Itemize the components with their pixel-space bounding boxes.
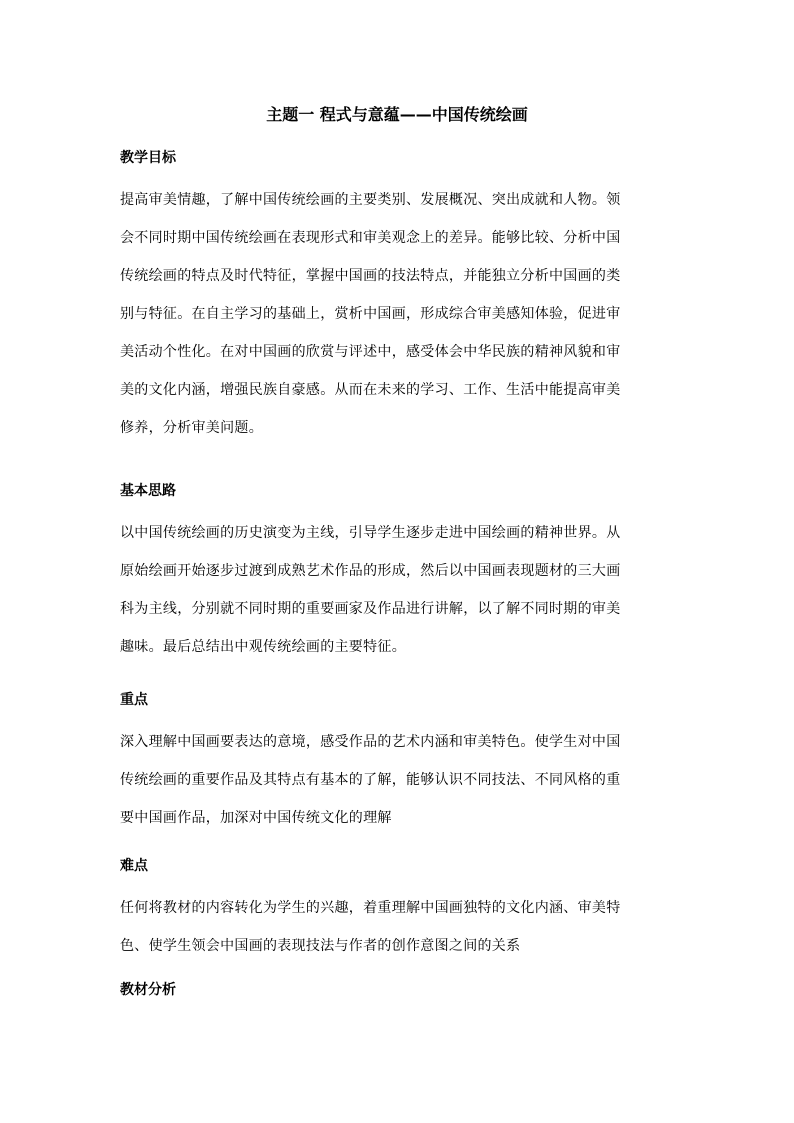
paragraph-line: 传统绘画的重要作品及其特点有基本的了解，能够认识不同技法、不同风格的重 <box>120 772 621 788</box>
paragraph-line: 色、使学生领会中国画的表现技法与作者的创作意图之间的关系 <box>120 938 521 954</box>
section-heading-basic-approach: 基本思路 <box>120 483 176 499</box>
paragraph-line: 原始绘画开始逐步过渡到成熟艺术作品的形成，然后以中国画表现题材的三大画 <box>120 563 621 579</box>
section-heading-difficulties: 难点 <box>120 858 148 874</box>
section-heading-textbook-analysis: 教材分析 <box>120 982 176 998</box>
paragraph-line: 任何将教材的内容转化为学生的兴趣，着重理解中国画独特的文化内涵、审美特 <box>120 900 621 916</box>
paragraph-line: 提高审美情趣，了解中国传统绘画的主要类别、发展概况、突出成就和人物。领 <box>120 192 621 208</box>
paragraph-line: 科为主线，分别就不同时期的重要画家及作品进行讲解，以了解不同时期的审美 <box>120 601 621 617</box>
section-body-basic-approach <box>120 514 676 666</box>
paragraph-line: 修养，分析审美问题。 <box>120 420 263 436</box>
paragraph-line: 美活动个性化。在对中国画的欣赏与评述中，感受体会中华民族的精神风貌和审 <box>120 344 621 360</box>
section-heading-key-points: 重点 <box>120 692 148 708</box>
section-body-teaching-goals <box>120 181 676 447</box>
paragraph-line: 别与特征。在自主学习的基础上，赏析中国画，形成综合审美感知体验，促进审 <box>120 306 621 322</box>
paragraph-line: 趣味。最后总结出中观传统绘画的主要特征。 <box>120 639 406 655</box>
section-heading-teaching-goals: 教学目标 <box>120 150 176 166</box>
paragraph-line: 美的文化内涵，增强民族自豪感。从而在未来的学习、工作、生活中能提高审美 <box>120 382 621 398</box>
paragraph-line: 以中国传统绘画的历史演变为主线，引导学生逐步走进中国绘画的精神世界。从 <box>120 525 621 541</box>
paragraph-line: 要中国画作品，加深对中国传统文化的理解 <box>120 810 392 826</box>
paragraph-line: 深入理解中国画要表达的意境，感受作品的艺术内涵和审美特色。使学生对中国 <box>120 734 621 750</box>
section-body-difficulties <box>120 889 676 965</box>
section-body-key-points <box>120 723 676 837</box>
paragraph-line: 传统绘画的特点及时代特征，掌握中国画的技法特点，并能独立分析中国画的类 <box>120 268 621 284</box>
document-title: 主题一 程式与意蕴——中国传统绘画 <box>266 105 528 124</box>
paragraph-line: 会不同时期中国传统绘画在表现形式和审美观念上的差异。能够比较、分析中国 <box>120 230 621 246</box>
